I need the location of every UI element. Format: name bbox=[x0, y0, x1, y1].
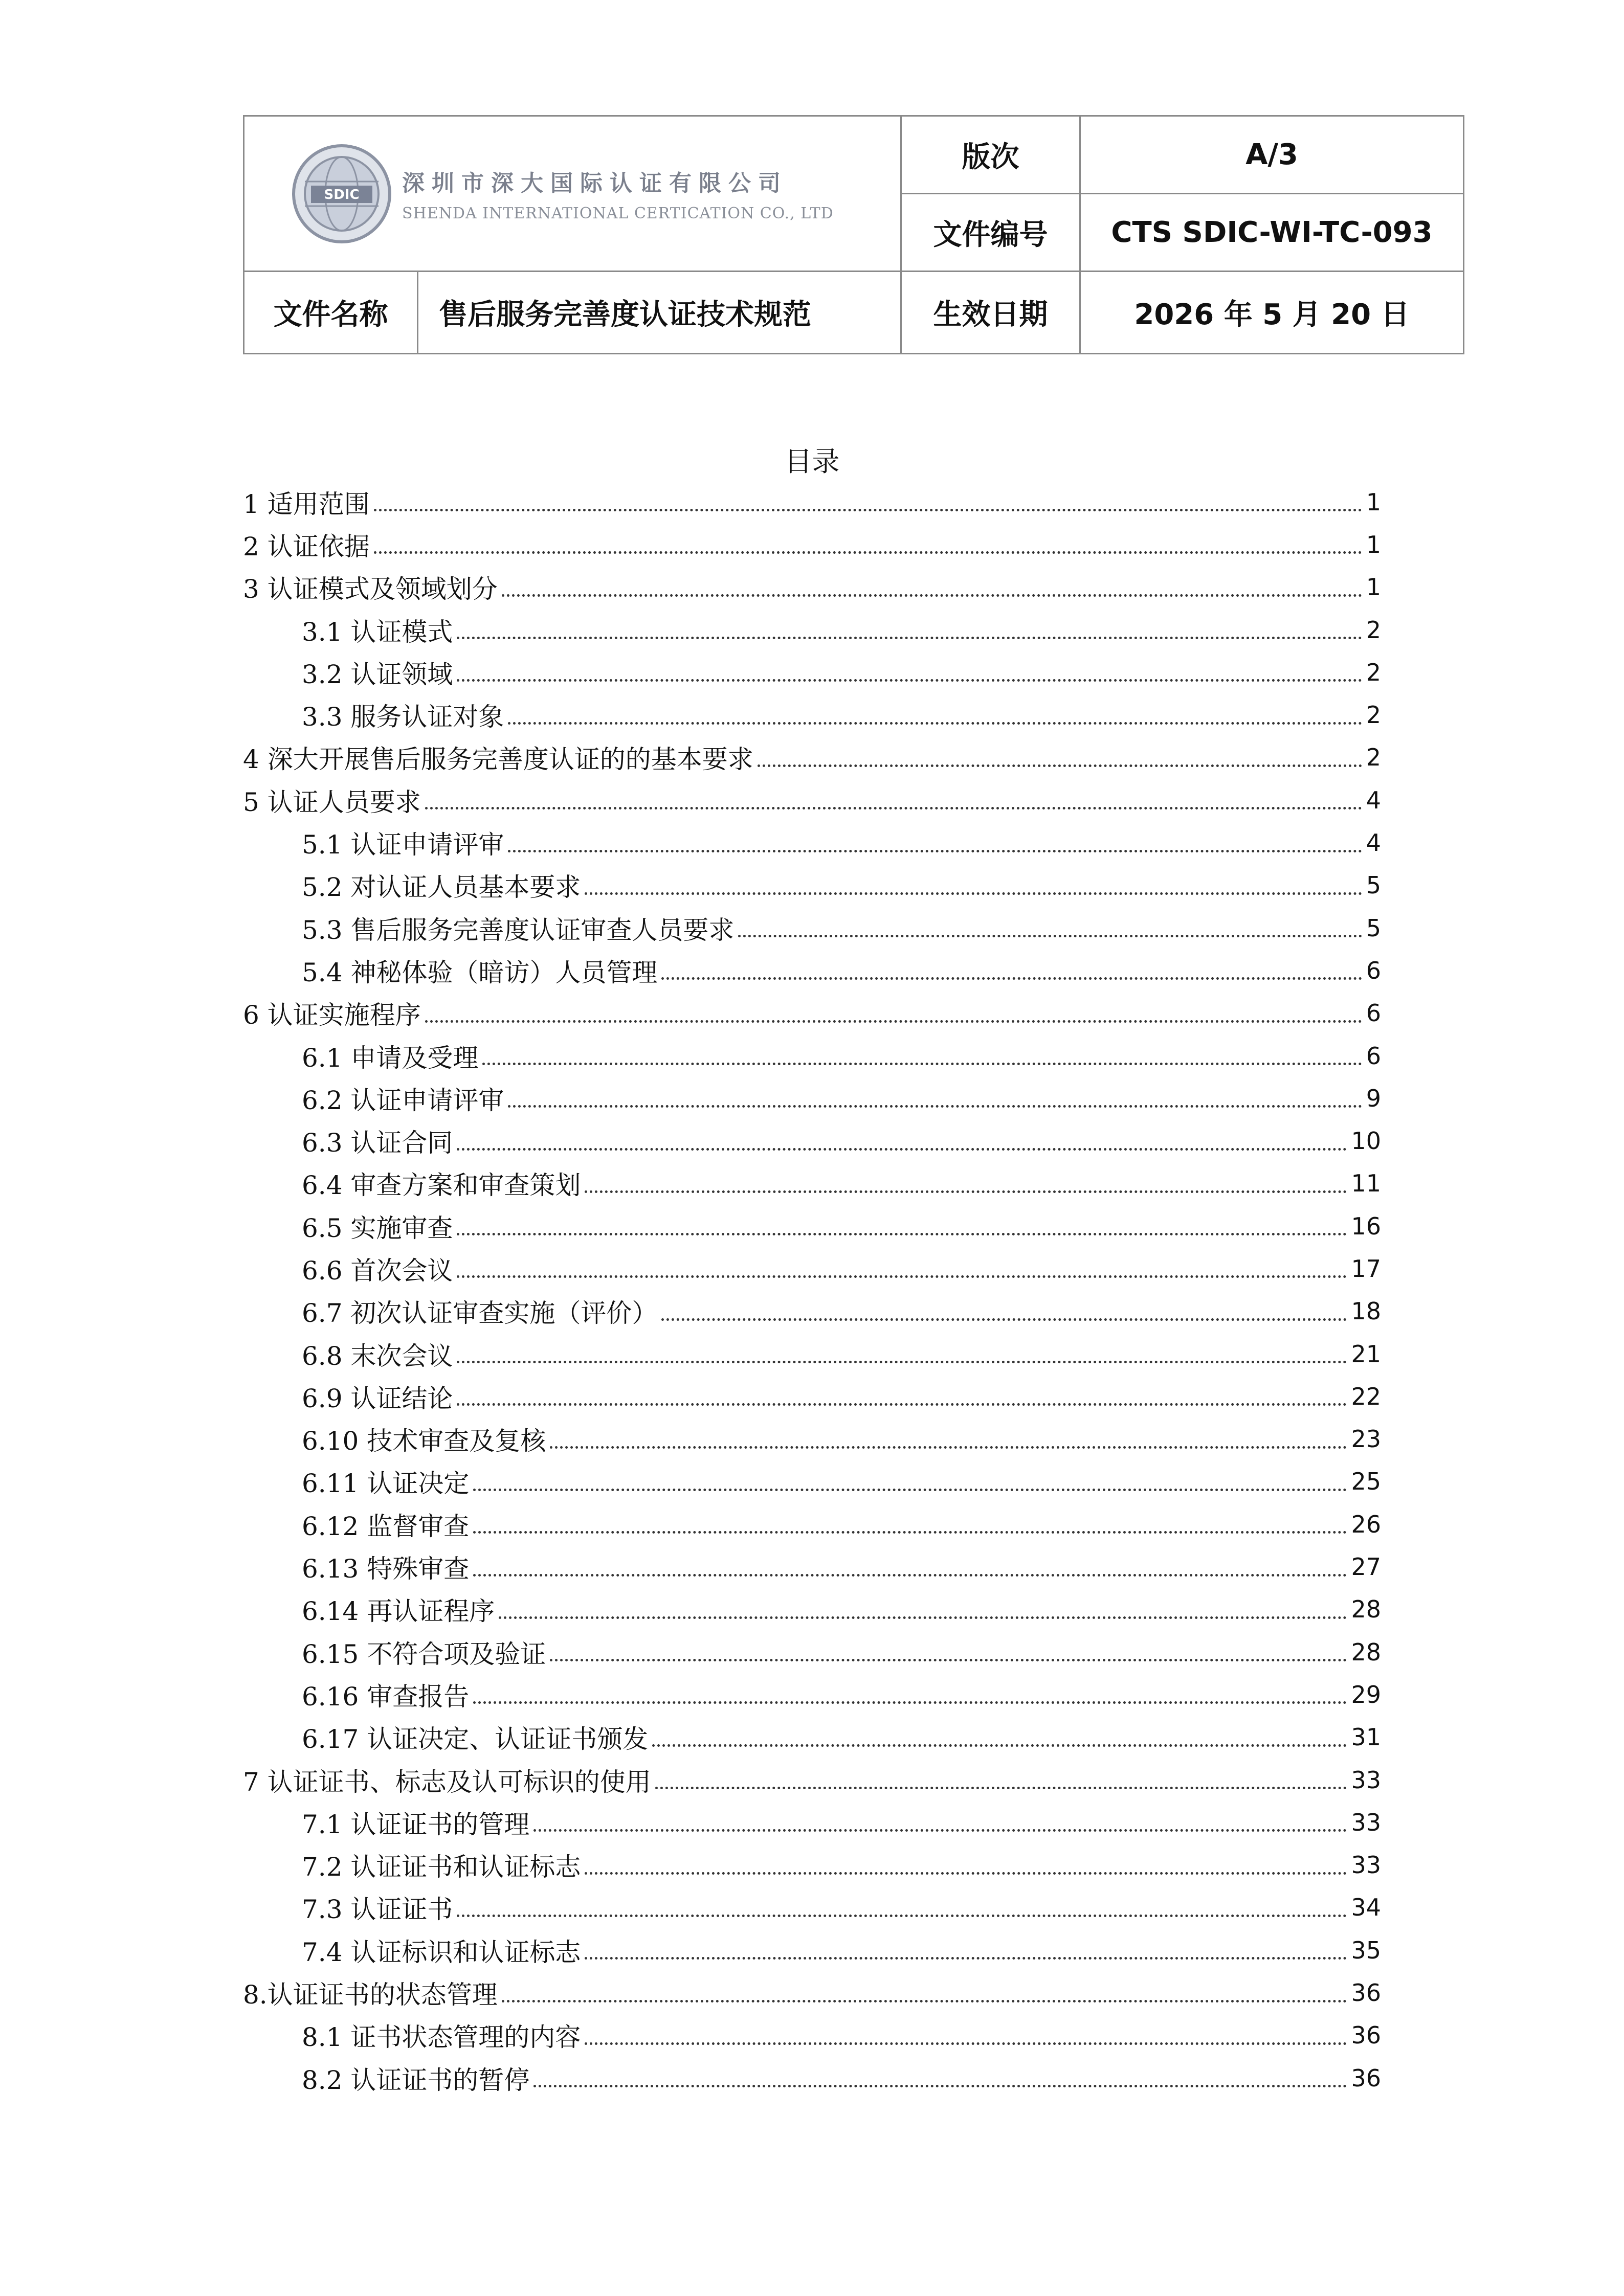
toc-dot-leader bbox=[374, 551, 1362, 554]
toc-entry-label: 6.6 首次会议 bbox=[302, 1255, 453, 1286]
table-of-contents bbox=[243, 481, 1381, 2099]
toc-entry[interactable] bbox=[243, 949, 1381, 992]
toc-entry-page-number: 2 bbox=[1366, 744, 1381, 772]
toc-entry[interactable] bbox=[243, 821, 1381, 864]
toc-entry[interactable] bbox=[243, 1375, 1381, 1417]
company-logo bbox=[244, 143, 900, 245]
toc-entry[interactable] bbox=[243, 2057, 1381, 2099]
toc-dot-leader bbox=[652, 1744, 1347, 1747]
toc-entry[interactable] bbox=[243, 992, 1381, 1034]
toc-entry-label: 6.13 特殊审查 bbox=[302, 1554, 470, 1584]
toc-title: 目录 bbox=[784, 445, 840, 478]
toc-entry-page-number: 5 bbox=[1366, 914, 1381, 942]
toc-dot-leader bbox=[508, 1105, 1362, 1108]
toc-entry[interactable] bbox=[243, 481, 1381, 523]
toc-entry-label: 7 认证证书、标志及认可标识的使用 bbox=[243, 1767, 651, 1797]
toc-entry[interactable] bbox=[243, 864, 1381, 907]
toc-dot-leader bbox=[457, 1403, 1347, 1406]
toc-entry-page-number: 5 bbox=[1366, 871, 1381, 899]
toc-dot-leader bbox=[457, 1148, 1347, 1151]
toc-dot-leader bbox=[374, 509, 1362, 511]
toc-entry-page-number: 33 bbox=[1351, 1808, 1381, 1836]
toc-entry-label: 3.1 认证模式 bbox=[302, 617, 453, 647]
toc-dot-leader bbox=[758, 764, 1362, 767]
version-value: A/3 bbox=[1080, 116, 1464, 194]
toc-entry-page-number: 23 bbox=[1351, 1425, 1381, 1453]
toc-entry[interactable] bbox=[243, 1418, 1381, 1460]
toc-entry-label: 5.4 神秘体验（暗访）人员管理 bbox=[302, 957, 658, 987]
toc-entry-page-number: 1 bbox=[1366, 488, 1381, 516]
toc-dot-leader bbox=[473, 1574, 1347, 1577]
company-name-block bbox=[402, 165, 834, 222]
toc-entry-label: 6.15 不符合项及验证 bbox=[302, 1639, 546, 1669]
toc-entry-label: 5.1 认证申请评审 bbox=[302, 830, 504, 860]
toc-entry[interactable] bbox=[243, 1971, 1381, 2014]
toc-entry[interactable] bbox=[243, 1205, 1381, 1247]
toc-entry-page-number: 18 bbox=[1351, 1297, 1381, 1325]
toc-entry-label: 6.3 认证合同 bbox=[302, 1128, 453, 1158]
toc-dot-leader bbox=[473, 1701, 1347, 1704]
toc-dot-leader bbox=[457, 679, 1362, 682]
toc-entry-label: 7.1 认证证书的管理 bbox=[302, 1809, 530, 1839]
toc-entry-label: 6.9 认证结论 bbox=[302, 1383, 453, 1413]
toc-dot-leader bbox=[533, 1829, 1347, 1832]
toc-entry[interactable] bbox=[243, 1077, 1381, 1119]
toc-entry-page-number: 2 bbox=[1366, 616, 1381, 644]
toc-entry-label: 6.7 初次认证审查实施（评价） bbox=[302, 1298, 658, 1329]
toc-dot-leader bbox=[585, 892, 1362, 895]
toc-dot-leader bbox=[661, 977, 1362, 980]
toc-entry-label: 7.3 认证证书 bbox=[302, 1895, 453, 1925]
toc-entry[interactable] bbox=[243, 736, 1381, 779]
toc-entry-page-number: 33 bbox=[1351, 1851, 1381, 1879]
toc-entry-label: 7.2 认证证书和认证标志 bbox=[302, 1852, 581, 1882]
company-name-en: SHENDA INTERNATIONAL CERTICATION CO., LTD bbox=[402, 205, 834, 222]
effective-date-value: 2026 年 5 月 20 日 bbox=[1080, 272, 1464, 354]
toc-entry[interactable] bbox=[243, 566, 1381, 609]
toc-entry-page-number: 36 bbox=[1351, 2021, 1381, 2050]
toc-entry-label: 6.17 认证决定、认证证书颁发 bbox=[302, 1724, 649, 1754]
toc-entry[interactable] bbox=[243, 1716, 1381, 1759]
toc-entry[interactable] bbox=[243, 609, 1381, 651]
toc-entry-label: 6.10 技术审查及复核 bbox=[302, 1426, 546, 1456]
toc-entry[interactable] bbox=[243, 907, 1381, 949]
toc-entry-page-number: 36 bbox=[1351, 1979, 1381, 2007]
toc-entry-label: 6.11 认证决定 bbox=[302, 1469, 470, 1499]
toc-entry-label: 6.1 申请及受理 bbox=[302, 1043, 479, 1073]
company-logo-cell bbox=[244, 116, 901, 272]
toc-entry[interactable] bbox=[243, 1929, 1381, 1971]
toc-dot-leader bbox=[585, 1957, 1347, 1960]
toc-dot-leader bbox=[585, 1190, 1347, 1193]
toc-entry-label: 6.5 实施审查 bbox=[302, 1213, 453, 1243]
toc-entry-label: 3.3 服务认证对象 bbox=[302, 702, 504, 732]
toc-entry-label: 3.2 认证领域 bbox=[302, 659, 453, 689]
toc-dot-leader bbox=[457, 1361, 1347, 1363]
toc-entry-page-number: 36 bbox=[1351, 2064, 1381, 2092]
toc-entry-page-number: 11 bbox=[1351, 1169, 1381, 1198]
toc-dot-leader bbox=[473, 1489, 1347, 1491]
toc-entry-page-number: 31 bbox=[1351, 1723, 1381, 1751]
toc-dot-leader bbox=[457, 1275, 1347, 1278]
toc-entry[interactable] bbox=[243, 1333, 1381, 1375]
toc-entry-label: 6.2 认证申请评审 bbox=[302, 1085, 504, 1115]
file-name-value: 售后服务完善度认证技术规范 bbox=[418, 272, 901, 354]
toc-entry-page-number: 34 bbox=[1351, 1894, 1381, 1922]
sdic-globe-logo-icon bbox=[291, 143, 393, 245]
toc-entry-label: 8.2 认证证书的暂停 bbox=[302, 2065, 530, 2095]
toc-entry-label: 6.4 审查方案和审查策划 bbox=[302, 1170, 581, 1201]
toc-entry-page-number: 21 bbox=[1351, 1340, 1381, 1368]
toc-entry-page-number: 2 bbox=[1366, 658, 1381, 686]
toc-entry-page-number: 16 bbox=[1351, 1212, 1381, 1240]
toc-entry-page-number: 6 bbox=[1366, 1042, 1381, 1070]
toc-entry[interactable] bbox=[243, 1886, 1381, 1929]
toc-dot-leader bbox=[585, 2042, 1347, 2045]
toc-entry[interactable] bbox=[243, 1034, 1381, 1077]
toc-dot-leader bbox=[550, 1659, 1347, 1661]
toc-entry-page-number: 22 bbox=[1351, 1382, 1381, 1410]
toc-entry[interactable] bbox=[243, 1588, 1381, 1631]
toc-entry-page-number: 17 bbox=[1351, 1254, 1381, 1282]
toc-entry-page-number: 9 bbox=[1366, 1084, 1381, 1112]
doc-number-value: CTS SDIC-WI-TC-093 bbox=[1080, 194, 1464, 272]
toc-entry-page-number: 6 bbox=[1366, 999, 1381, 1027]
toc-dot-leader bbox=[457, 637, 1362, 639]
doc-number-label: 文件编号 bbox=[901, 194, 1080, 272]
toc-entry-label: 8.1 证书状态管理的内容 bbox=[302, 2022, 581, 2053]
toc-entry[interactable] bbox=[243, 2014, 1381, 2057]
toc-entry-page-number: 4 bbox=[1366, 829, 1381, 857]
toc-entry-page-number: 6 bbox=[1366, 956, 1381, 984]
toc-entry-label: 2 认证依据 bbox=[243, 531, 370, 561]
toc-entry-label: 5 认证人员要求 bbox=[243, 787, 421, 817]
toc-dot-leader bbox=[457, 1915, 1347, 1917]
toc-entry[interactable] bbox=[243, 1247, 1381, 1290]
toc-dot-leader bbox=[533, 2085, 1347, 2087]
toc-dot-leader bbox=[585, 1872, 1347, 1875]
toc-dot-leader bbox=[473, 1531, 1347, 1534]
effective-date-label: 生效日期 bbox=[901, 272, 1080, 354]
toc-entry[interactable] bbox=[243, 1844, 1381, 1886]
version-label: 版次 bbox=[901, 116, 1080, 194]
toc-entry[interactable] bbox=[243, 1503, 1381, 1545]
toc-entry-page-number: 10 bbox=[1351, 1127, 1381, 1155]
toc-entry[interactable] bbox=[243, 1119, 1381, 1162]
toc-entry[interactable] bbox=[243, 651, 1381, 693]
toc-entry-page-number: 28 bbox=[1351, 1595, 1381, 1624]
toc-dot-leader bbox=[502, 2000, 1347, 2002]
toc-entry[interactable] bbox=[243, 1759, 1381, 1801]
toc-entry-label: 6 认证实施程序 bbox=[243, 1000, 421, 1030]
toc-entry-page-number: 35 bbox=[1351, 1936, 1381, 1964]
toc-entry-page-number: 2 bbox=[1366, 701, 1381, 729]
document-header-table bbox=[243, 115, 1464, 354]
toc-entry[interactable] bbox=[243, 1162, 1381, 1205]
toc-dot-leader bbox=[661, 1318, 1347, 1321]
toc-entry-page-number: 29 bbox=[1351, 1680, 1381, 1708]
toc-dot-leader bbox=[482, 1063, 1362, 1065]
toc-entry-page-number: 27 bbox=[1351, 1553, 1381, 1581]
toc-entry-page-number: 1 bbox=[1366, 530, 1381, 558]
toc-entry-page-number: 28 bbox=[1351, 1638, 1381, 1666]
toc-entry-label: 8.认证证书的状态管理 bbox=[243, 1980, 498, 2010]
toc-entry[interactable] bbox=[243, 1673, 1381, 1716]
toc-dot-leader bbox=[502, 594, 1362, 597]
toc-entry[interactable] bbox=[243, 523, 1381, 566]
toc-entry-label: 3 认证模式及领域划分 bbox=[243, 574, 498, 604]
svg-text:SDIC: SDIC bbox=[324, 187, 360, 202]
toc-dot-leader bbox=[425, 807, 1362, 809]
toc-entry-label: 4 深大开展售后服务完善度认证的的基本要求 bbox=[243, 745, 753, 775]
toc-entry[interactable] bbox=[243, 1801, 1381, 1843]
toc-entry-label: 5.2 对认证人员基本要求 bbox=[302, 872, 581, 903]
toc-dot-leader bbox=[508, 850, 1362, 852]
toc-entry-label: 6.8 末次会议 bbox=[302, 1341, 453, 1371]
toc-dot-leader bbox=[457, 1233, 1347, 1235]
toc-dot-leader bbox=[499, 1616, 1347, 1619]
toc-entry[interactable] bbox=[243, 693, 1381, 736]
toc-entry[interactable] bbox=[243, 1631, 1381, 1673]
toc-entry-label: 6.14 再认证程序 bbox=[302, 1596, 495, 1627]
company-name-cn: 深圳市深大国际认证有限公司 bbox=[402, 170, 788, 196]
toc-entry-label: 6.16 审查报告 bbox=[302, 1681, 470, 1712]
toc-entry-page-number: 25 bbox=[1351, 1468, 1381, 1496]
toc-entry-label: 5.3 售后服务完善度认证审查人员要求 bbox=[302, 915, 735, 945]
toc-entry-page-number: 26 bbox=[1351, 1510, 1381, 1538]
toc-entry[interactable] bbox=[243, 1460, 1381, 1503]
toc-entry-page-number: 4 bbox=[1366, 786, 1381, 814]
toc-entry[interactable] bbox=[243, 1290, 1381, 1333]
toc-entry-page-number: 1 bbox=[1366, 573, 1381, 601]
toc-dot-leader bbox=[550, 1446, 1347, 1449]
toc-entry-label: 1 适用范围 bbox=[243, 489, 370, 519]
toc-dot-leader bbox=[655, 1787, 1347, 1789]
toc-entry-page-number: 33 bbox=[1351, 1766, 1381, 1794]
toc-entry-label: 6.12 监督审查 bbox=[302, 1511, 470, 1541]
toc-entry-label: 7.4 认证标识和认证标志 bbox=[302, 1937, 581, 1967]
toc-dot-leader bbox=[425, 1020, 1362, 1023]
file-name-label: 文件名称 bbox=[244, 272, 418, 354]
toc-entry[interactable] bbox=[243, 779, 1381, 821]
toc-dot-leader bbox=[508, 722, 1362, 725]
toc-entry[interactable] bbox=[243, 1545, 1381, 1588]
toc-dot-leader bbox=[738, 935, 1362, 937]
